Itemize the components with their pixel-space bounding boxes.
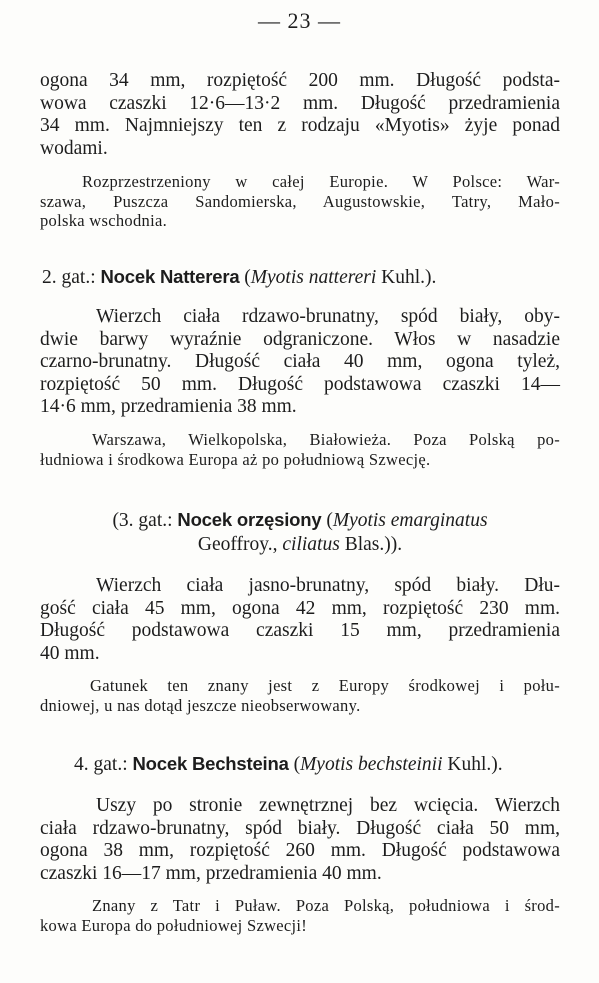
paragraph-1 xyxy=(40,70,560,160)
paragraph-2 xyxy=(40,172,560,231)
heading-author: Kuhl.). xyxy=(376,267,437,288)
text-line: ogona 34 mm, rozpiętość 200 mm. Długość podsta- xyxy=(40,70,560,91)
heading-common-name: Nocek Bechsteina xyxy=(132,753,289,774)
heading-prefix: 2. gat.: xyxy=(42,267,101,288)
heading-prefix: (3. gat.: xyxy=(112,510,178,531)
text-line: dwie barwy wyraźnie odgraniczone. Włos w nasadzie xyxy=(40,328,560,350)
text-line: Uszy po stronie zewnętrznej bez wcięcia. Wierzch xyxy=(96,795,560,816)
heading-line-2 xyxy=(40,533,560,557)
page-number: — 23 — xyxy=(258,8,341,33)
text-line: kowa Europa do południowej Szwecji! xyxy=(40,915,308,935)
text-line: 14·6 mm, przedramienia 38 mm. xyxy=(40,396,297,417)
text-line: gość ciała 45 mm, ogona 42 mm, rozpiętość 230 mm. xyxy=(40,597,560,619)
text-line: Długość podstawowa czaszki 15 mm, przedramienia xyxy=(40,620,560,641)
heading-synonym: ciliatus xyxy=(282,534,340,555)
paragraph-3 xyxy=(40,306,560,419)
species-heading-4 xyxy=(74,752,594,777)
paragraph-4 xyxy=(40,430,560,469)
text-line: Wierzch ciała jasno-brunatny, spód biały. Dłu- xyxy=(96,575,560,596)
paragraph-5 xyxy=(40,575,560,665)
text-line: Gatunek ten znany jest z Europy środkowej i połu- xyxy=(90,676,560,695)
text-line: ogona 38 mm, rozpiętość 260 mm. Długość podstawowa xyxy=(40,840,560,861)
text-line: czarno-brunatny. Długość ciała 40 mm, ogona tyleż, xyxy=(40,351,560,372)
text-line: dniowej, u nas dotąd jeszcze nieobserwowany. xyxy=(40,695,361,715)
text-line: Wierzch ciała rdzawo-brunatny, spód biały, oby- xyxy=(96,306,560,327)
text-line: wodami. xyxy=(40,137,108,159)
text-line: polska wschodnia. xyxy=(40,211,167,230)
heading-synonym-author: Blas.)). xyxy=(339,534,403,555)
text-line: czaszki 16—17 mm, przedramienia 40 mm. xyxy=(40,862,382,884)
paragraph-6 xyxy=(40,676,560,715)
paragraph-8 xyxy=(40,896,560,935)
text-line: Znany z Tatr i Puław. Poza Polską, południowa i środ- xyxy=(92,896,560,915)
text-line: szawa, Puszcza Sandomierska, Augustowskie, Tatry, Mało- xyxy=(40,191,560,211)
heading-line-1 xyxy=(40,508,560,533)
text-line: Rozprzestrzeniony w całej Europie. W Polsce: War- xyxy=(82,172,560,191)
text-line: łudniowa i środkowa Europa aż po południową Szwecję. xyxy=(40,449,431,469)
text-line: wowa czaszki 12·6—13·2 mm. Długość przedramienia xyxy=(40,92,560,114)
text-line: 40 mm. xyxy=(40,642,100,664)
heading-author: Kuhl.). xyxy=(442,754,503,775)
paragraph-7 xyxy=(40,795,560,885)
heading-paren: ( xyxy=(239,267,251,288)
species-heading-2 xyxy=(42,265,562,290)
heading-author: Geoffroy., xyxy=(197,534,283,555)
heading-common-name: Nocek orzęsiony xyxy=(177,509,322,530)
heading-common-name: Nocek Natterera xyxy=(100,266,240,287)
text-line: 34 mm. Najmniejszy ten z rodzaju «Myotis» żyje ponad xyxy=(40,115,560,136)
text-line: Warszawa, Wielkopolska, Białowieża. Poza Polską po- xyxy=(92,430,560,449)
heading-latin-name: Myotis nattereri xyxy=(250,267,377,288)
heading-prefix: 4. gat.: xyxy=(74,754,133,775)
text-line: rozpiętość 50 mm. Długość podstawowa czaszki 14— xyxy=(40,373,560,395)
heading-paren: ( xyxy=(321,510,333,531)
heading-latin-name: Myotis emarginatus xyxy=(332,510,488,531)
species-heading-3 xyxy=(40,508,560,557)
text-line: ciała rdzawo-brunatny, spód biały. Długość ciała 50 mm, xyxy=(40,817,560,839)
heading-paren: ( xyxy=(288,754,301,775)
heading-latin-name: Myotis bechsteinii xyxy=(300,754,443,775)
